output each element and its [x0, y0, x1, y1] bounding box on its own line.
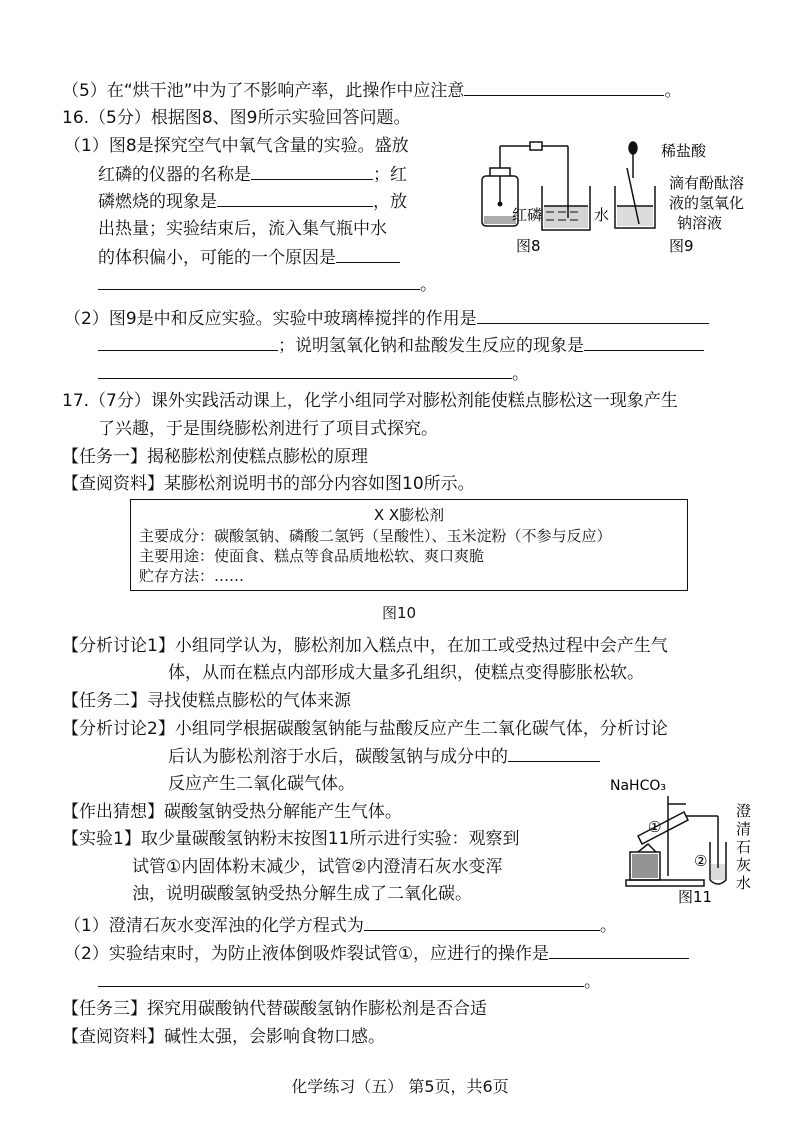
experiment-1-b: 试管①内固体粉末减少，试管②内澄清石灰水变浑 [132, 857, 503, 877]
q16-1-line-a: （1）图8是探究空气中氧气含量的实验。盛放 [64, 136, 409, 156]
fig8-label-phosphorus: 红磷 [512, 206, 543, 224]
q17-2-line-a: （2）实验结束时，为防止液体倒吸炸裂试管①，应进行的操作是 [64, 942, 689, 965]
fig11-tube-2-marker: ② [694, 852, 708, 870]
fig9-label-hcl: 稀盐酸 [661, 142, 707, 160]
q16-1-line-d: 出热量；实验结束后，流入集气瓶中水 [98, 219, 387, 239]
fig11-lime-water-char-2: 清 [736, 820, 752, 838]
fig8-caption: 图8 [516, 237, 541, 255]
fig11-tube-1-marker: ① [648, 818, 662, 836]
q16-2-line-a: （2）图9是中和反应实验。实验中玻璃棒搅拌的作用是 [64, 307, 709, 330]
hypothesis: 【作出猜想】碳酸氢钠受热分解能产生气体。 [62, 802, 402, 822]
answer-blank[interactable] [217, 190, 373, 207]
q17-2-line-b: 。 [98, 970, 601, 993]
page-footer: 化学练习（五） 第5页，共6页 [291, 1077, 509, 1096]
answer-blank[interactable] [584, 334, 704, 351]
q16-1-line-f: 。 [98, 273, 437, 296]
q16-heading: 16.（5分）根据图8、图9所示实验回答问题。 [62, 108, 411, 128]
experiment-1-a: 【实验1】取少量碳酸氢钠粉末按图11所示进行实验：观察到 [62, 829, 520, 849]
discussion-1-a: 【分析讨论1】小组同学认为，膨松剂加入糕点中，在加工或受热过程中会产生气 [62, 636, 668, 656]
fig9-caption: 图9 [669, 237, 694, 255]
fig11-lime-water-char-5: 水 [736, 874, 752, 892]
answer-blank[interactable] [364, 914, 600, 931]
q17-line-b: 了兴趣，于是围绕膨松剂进行了项目式探究。 [98, 419, 438, 439]
q17-line-a: 17.（7分）课外实践活动课上，化学小组同学对膨松剂能使糕点膨松这一现象产生 [62, 391, 678, 411]
answer-blank[interactable] [336, 246, 400, 263]
fig11-lime-water-char-1: 澄 [736, 802, 752, 820]
answer-blank[interactable] [98, 273, 420, 290]
figure-11-diagram [608, 772, 778, 908]
box-row-use: 主要用途：使面食、糕点等食品质地松软、爽口爽脆 [139, 547, 485, 565]
box-row-storage: 贮存方法：…… [139, 567, 245, 585]
q16-1-line-b: 红磷的仪器的名称是 ；红 [98, 165, 407, 185]
answer-blank[interactable] [251, 163, 373, 180]
fig8-label-water: 水 [594, 206, 610, 224]
discussion-1-b: 体，从而在糕点内部形成大量多孔组织，使糕点变得膨胀松软。 [168, 663, 644, 683]
answer-blank[interactable] [98, 334, 278, 351]
discussion-2-b: 后认为膨松剂溶于水后，碳酸氢钠与成分中的 [168, 745, 600, 768]
task-1: 【任务一】揭秘膨松剂使糕点膨松的原理 [62, 447, 368, 467]
answer-blank[interactable] [98, 362, 512, 379]
discussion-2-c: 反应产生二氧化碳气体。 [168, 774, 355, 794]
answer-blank[interactable] [477, 307, 709, 324]
box-title: X X膨松剂 [373, 506, 445, 524]
q16-2-line-c: 。 [98, 362, 529, 385]
answer-blank[interactable] [549, 942, 689, 959]
figure-9-diagram [605, 138, 765, 258]
box-row-composition: 主要成分：碳酸氢钠、磷酸二氢钙（呈酸性）、玉米淀粉（不参与反应） [139, 527, 612, 545]
fig9-label-solution-3: 钠溶液 [677, 214, 723, 232]
fig11-lime-water-char-3: 石 [736, 838, 752, 856]
fig9-label-solution-1: 滴有酚酞溶 [669, 174, 745, 192]
answer-blank[interactable] [98, 970, 584, 987]
q16-1-line-c: 磷燃烧的现象是 ，放 [98, 192, 407, 212]
lookup-3: 【查阅资料】碱性太强，会影响食物口感。 [62, 1027, 385, 1047]
task-3: 【任务三】探究用碳酸钠代替碳酸氢钠作膨松剂是否合适 [62, 999, 487, 1019]
figure-11-caption: 图11 [678, 888, 713, 906]
discussion-2-a: 【分析讨论2】小组同学根据碳酸氢钠能与盐酸反应产生二氧化碳气体，分析讨论 [62, 719, 668, 739]
figure-10-box [130, 499, 688, 591]
fig9-label-solution-2: 液的氢氧化 [669, 194, 745, 212]
task-2: 【任务二】寻找使糕点膨松的气体来源 [62, 691, 351, 711]
answer-blank[interactable] [464, 79, 664, 96]
q15-5-line: （5）在“烘干池”中为了不影响产率，此操作中应注意 。 [62, 81, 682, 101]
q16-2-line-b: ；说明氢氧化钠和盐酸发生反应的现象是 [98, 334, 704, 357]
q17-1-line: （1）澄清石灰水变浑浊的化学方程式为 。 [64, 916, 617, 936]
answer-blank[interactable] [508, 745, 600, 762]
fig11-lime-water-char-4: 灰 [736, 856, 752, 874]
fig11-label-nahco3: NaHCO₃ [610, 778, 666, 794]
q16-1-line-e: 的体积偏小，可能的一个原因是 [98, 246, 400, 269]
experiment-1-c: 浊，说明碳酸氢钠受热分解生成了二氧化碳。 [132, 884, 472, 904]
lookup-1: 【查阅资料】某膨松剂说明书的部分内容如图10所示。 [62, 474, 475, 494]
figure-10-caption: 图10 [382, 604, 417, 622]
